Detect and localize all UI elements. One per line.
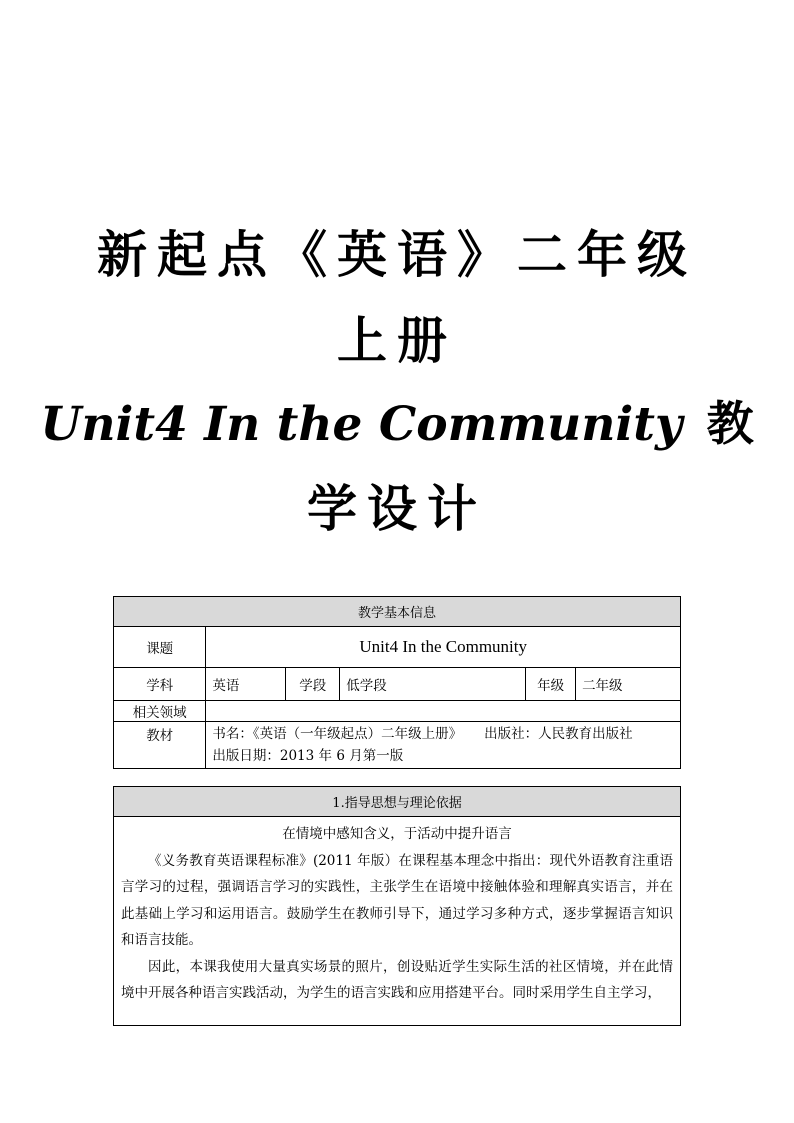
topic-value: Unit4 In the Community — [206, 627, 681, 668]
field-label: 相关领域 — [114, 701, 206, 722]
subject-label: 学科 — [114, 668, 206, 701]
title-line-4: 学设计 — [307, 479, 487, 538]
guiding-thought-subheading: 在情境中感知含义，于活动中提升语言 — [282, 826, 512, 842]
basic-info-header: 教学基本信息 — [114, 597, 681, 627]
stage-label: 学段 — [286, 668, 340, 701]
stage-value: 低学段 — [340, 668, 526, 701]
grade-value: 二年级 — [576, 668, 681, 701]
textbook-info — [206, 722, 681, 769]
field-value — [206, 701, 681, 722]
title-line-3 — [0, 384, 794, 466]
grade-label: 年级 — [526, 668, 576, 701]
guiding-thought-paragraph-1: 《义务教育英语课程标准》(2011 年版）在课程基本理念中指出：现代外语教育注重语言学习的过程，强调语言学习的实践性，主张学生在语境中接触体验和理解真实语言，并在此基础上学习和运用语言。鼓励学生在教师引导下，通过学习多种方式，逐步掌握语言知识和语言技能。 — [121, 852, 673, 948]
topic-label: 课题 — [114, 627, 206, 668]
textbook-date: 出版日期：2013 年 6 月第一版 — [212, 748, 404, 764]
guiding-thought-table — [113, 786, 681, 1026]
textbook-line-1 — [212, 723, 674, 745]
title-line-2: 上册 — [337, 311, 457, 370]
basic-info-table — [113, 596, 681, 769]
guiding-thought-header: 1.指导思想与理论依据 — [114, 787, 681, 817]
textbook-book: 书名：《英语（一年级起点）二年级上册》 — [212, 726, 463, 742]
subject-value: 英语 — [206, 668, 286, 701]
title-unit-chinese: 教 — [706, 397, 754, 452]
textbook-label: 教材 — [114, 722, 206, 769]
title-unit-english: Unit4 In the Community — [40, 397, 683, 452]
guiding-thought-paragraph-2: 因此，本课我使用大量真实场景的照片，创设贴近学生实际生活的社区情境，并在此情境中开展各种语言实践活动，为学生的语言实践和应用搭建平台。同时采用学生自主学习， — [121, 958, 673, 1001]
title-line-1: 新起点《英语》二年级 — [97, 225, 697, 284]
document-title — [0, 212, 794, 552]
textbook-publisher: 出版社：人民教育出版社 — [484, 726, 633, 742]
guiding-thought-body — [114, 817, 681, 1026]
